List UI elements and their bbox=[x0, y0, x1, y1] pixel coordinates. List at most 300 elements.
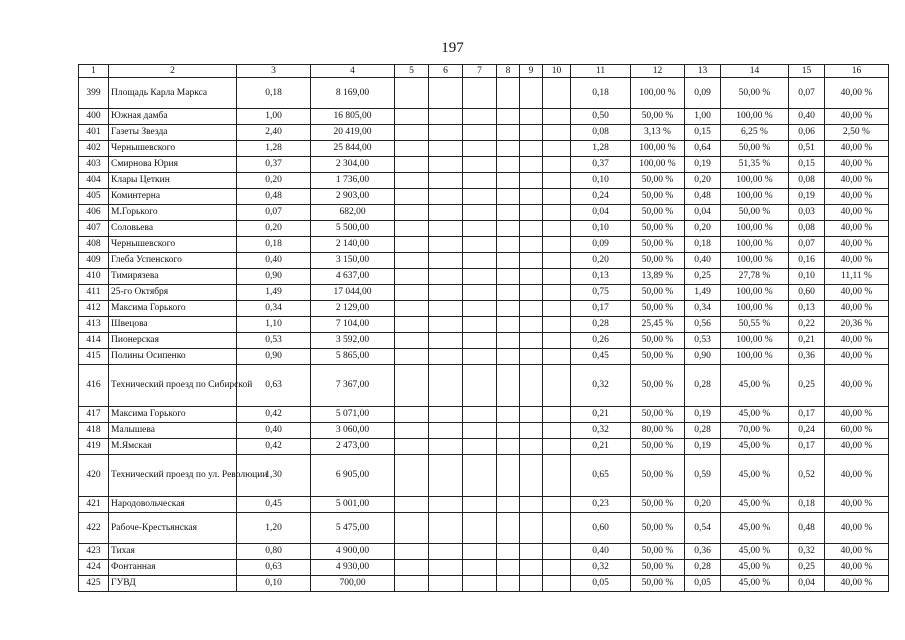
cell-c15: 0,25 bbox=[789, 560, 825, 576]
cell-name: ГУВД bbox=[109, 576, 237, 592]
empty-cell bbox=[395, 78, 429, 109]
cell-n: 419 bbox=[79, 439, 109, 455]
cell-c12: 100,00 % bbox=[631, 141, 685, 157]
cell-c16: 40,00 % bbox=[825, 333, 889, 349]
header-row bbox=[79, 65, 889, 78]
cell-c3: 1,20 bbox=[237, 513, 311, 544]
empty-cell bbox=[497, 221, 520, 237]
table-row bbox=[79, 317, 889, 333]
cell-c4: 5 001,00 bbox=[311, 497, 395, 513]
cell-c4: 17 044,00 bbox=[311, 285, 395, 301]
cell-c4: 3 592,00 bbox=[311, 333, 395, 349]
empty-cell bbox=[463, 455, 497, 497]
cell-c15: 0,48 bbox=[789, 513, 825, 544]
empty-cell bbox=[543, 513, 571, 544]
cell-c16: 40,00 % bbox=[825, 109, 889, 125]
cell-n: 405 bbox=[79, 189, 109, 205]
cell-c16: 40,00 % bbox=[825, 78, 889, 109]
empty-cell bbox=[543, 285, 571, 301]
empty-cell bbox=[395, 349, 429, 365]
cell-c15: 0,19 bbox=[789, 189, 825, 205]
cell-c3: 0,18 bbox=[237, 78, 311, 109]
empty-cell bbox=[497, 301, 520, 317]
cell-c4: 2 473,00 bbox=[311, 439, 395, 455]
cell-n: 410 bbox=[79, 269, 109, 285]
cell-c15: 0,17 bbox=[789, 407, 825, 423]
cell-c13: 1,49 bbox=[685, 285, 721, 301]
data-table bbox=[78, 64, 889, 592]
empty-cell bbox=[497, 269, 520, 285]
cell-c16: 40,00 % bbox=[825, 497, 889, 513]
empty-cell bbox=[497, 423, 520, 439]
cell-name: Тимирязева bbox=[109, 269, 237, 285]
cell-n: 402 bbox=[79, 141, 109, 157]
cell-c12: 50,00 % bbox=[631, 109, 685, 125]
empty-cell bbox=[429, 205, 463, 221]
cell-c14: 45,00 % bbox=[721, 560, 789, 576]
empty-cell bbox=[463, 423, 497, 439]
cell-name: Максима Горького bbox=[109, 407, 237, 423]
empty-cell bbox=[463, 407, 497, 423]
cell-name: Швецова bbox=[109, 317, 237, 333]
column-header: 12 bbox=[631, 65, 685, 78]
empty-cell bbox=[497, 205, 520, 221]
cell-n: 399 bbox=[79, 78, 109, 109]
empty-cell bbox=[497, 189, 520, 205]
cell-c15: 0,06 bbox=[789, 125, 825, 141]
empty-cell bbox=[395, 109, 429, 125]
empty-cell bbox=[395, 544, 429, 560]
empty-cell bbox=[429, 423, 463, 439]
empty-cell bbox=[543, 576, 571, 592]
cell-c15: 0,51 bbox=[789, 141, 825, 157]
empty-cell bbox=[520, 221, 543, 237]
cell-n: 400 bbox=[79, 109, 109, 125]
cell-c16: 40,00 % bbox=[825, 544, 889, 560]
empty-cell bbox=[429, 317, 463, 333]
empty-cell bbox=[429, 125, 463, 141]
cell-c14: 100,00 % bbox=[721, 349, 789, 365]
column-header: 14 bbox=[721, 65, 789, 78]
empty-cell bbox=[520, 333, 543, 349]
cell-c13: 0,28 bbox=[685, 560, 721, 576]
cell-c15: 0,04 bbox=[789, 576, 825, 592]
cell-c13: 0,20 bbox=[685, 221, 721, 237]
empty-cell bbox=[463, 333, 497, 349]
cell-c14: 45,00 % bbox=[721, 497, 789, 513]
cell-c3: 1,10 bbox=[237, 317, 311, 333]
cell-c14: 6,25 % bbox=[721, 125, 789, 141]
empty-cell bbox=[543, 301, 571, 317]
cell-c15: 0,15 bbox=[789, 157, 825, 173]
cell-c16: 2,50 % bbox=[825, 125, 889, 141]
cell-c3: 0,34 bbox=[237, 301, 311, 317]
cell-c16: 40,00 % bbox=[825, 141, 889, 157]
empty-cell bbox=[429, 157, 463, 173]
cell-n: 412 bbox=[79, 301, 109, 317]
cell-name: Южная дамба bbox=[109, 109, 237, 125]
cell-c12: 50,00 % bbox=[631, 407, 685, 423]
empty-cell bbox=[543, 497, 571, 513]
cell-name: Чернышевского bbox=[109, 141, 237, 157]
empty-cell bbox=[543, 237, 571, 253]
column-header: 16 bbox=[825, 65, 889, 78]
empty-cell bbox=[497, 365, 520, 407]
empty-cell bbox=[463, 513, 497, 544]
cell-c13: 0,54 bbox=[685, 513, 721, 544]
cell-c14: 100,00 % bbox=[721, 253, 789, 269]
cell-c11: 0,04 bbox=[571, 205, 631, 221]
cell-c16: 11,11 % bbox=[825, 269, 889, 285]
column-header: 5 bbox=[395, 65, 429, 78]
empty-cell bbox=[520, 237, 543, 253]
table-row bbox=[79, 455, 889, 497]
empty-cell bbox=[429, 513, 463, 544]
cell-c4: 4 637,00 bbox=[311, 269, 395, 285]
cell-n: 404 bbox=[79, 173, 109, 189]
empty-cell bbox=[463, 221, 497, 237]
cell-c4: 3 060,00 bbox=[311, 423, 395, 439]
empty-cell bbox=[520, 439, 543, 455]
cell-c15: 0,07 bbox=[789, 237, 825, 253]
empty-cell bbox=[463, 189, 497, 205]
column-header: 9 bbox=[520, 65, 543, 78]
empty-cell bbox=[463, 78, 497, 109]
empty-cell bbox=[463, 157, 497, 173]
cell-c14: 45,00 % bbox=[721, 439, 789, 455]
empty-cell bbox=[520, 423, 543, 439]
cell-c11: 0,40 bbox=[571, 544, 631, 560]
cell-c14: 100,00 % bbox=[721, 285, 789, 301]
empty-cell bbox=[543, 189, 571, 205]
empty-cell bbox=[520, 407, 543, 423]
cell-c11: 1,28 bbox=[571, 141, 631, 157]
table-row bbox=[79, 285, 889, 301]
cell-c14: 45,00 % bbox=[721, 513, 789, 544]
empty-cell bbox=[543, 423, 571, 439]
table-row bbox=[79, 269, 889, 285]
cell-c15: 0,36 bbox=[789, 349, 825, 365]
empty-cell bbox=[463, 285, 497, 301]
table-row bbox=[79, 221, 889, 237]
cell-c13: 0,20 bbox=[685, 497, 721, 513]
cell-c12: 50,00 % bbox=[631, 285, 685, 301]
empty-cell bbox=[429, 109, 463, 125]
table-row bbox=[79, 407, 889, 423]
cell-c12: 50,00 % bbox=[631, 189, 685, 205]
cell-n: 409 bbox=[79, 253, 109, 269]
cell-c3: 0,40 bbox=[237, 423, 311, 439]
empty-cell bbox=[429, 439, 463, 455]
cell-c13: 0,19 bbox=[685, 407, 721, 423]
cell-name: Чернышевского bbox=[109, 237, 237, 253]
cell-c3: 0,20 bbox=[237, 221, 311, 237]
empty-cell bbox=[543, 407, 571, 423]
empty-cell bbox=[520, 285, 543, 301]
cell-name: Смирнова Юрия bbox=[109, 157, 237, 173]
cell-n: 411 bbox=[79, 285, 109, 301]
cell-c14: 45,00 % bbox=[721, 455, 789, 497]
table-row bbox=[79, 544, 889, 560]
cell-c3: 2,40 bbox=[237, 125, 311, 141]
empty-cell bbox=[520, 269, 543, 285]
column-header: 8 bbox=[497, 65, 520, 78]
empty-cell bbox=[463, 365, 497, 407]
empty-cell bbox=[395, 333, 429, 349]
cell-name: 25-го Октября bbox=[109, 285, 237, 301]
column-header: 6 bbox=[429, 65, 463, 78]
page-number: 197 bbox=[441, 40, 464, 56]
empty-cell bbox=[463, 125, 497, 141]
cell-n: 403 bbox=[79, 157, 109, 173]
cell-c13: 0,28 bbox=[685, 365, 721, 407]
empty-cell bbox=[520, 253, 543, 269]
cell-c3: 1,28 bbox=[237, 141, 311, 157]
empty-cell bbox=[543, 439, 571, 455]
cell-c13: 0,05 bbox=[685, 576, 721, 592]
empty-cell bbox=[395, 439, 429, 455]
cell-n: 417 bbox=[79, 407, 109, 423]
table-row bbox=[79, 253, 889, 269]
cell-c15: 0,03 bbox=[789, 205, 825, 221]
empty-cell bbox=[497, 576, 520, 592]
empty-cell bbox=[520, 109, 543, 125]
table-row bbox=[79, 513, 889, 544]
empty-cell bbox=[497, 407, 520, 423]
cell-name: Тихая bbox=[109, 544, 237, 560]
empty-cell bbox=[395, 285, 429, 301]
cell-c3: 0,20 bbox=[237, 173, 311, 189]
cell-n: 425 bbox=[79, 576, 109, 592]
cell-c4: 7 104,00 bbox=[311, 317, 395, 333]
cell-c12: 50,00 % bbox=[631, 333, 685, 349]
cell-c14: 100,00 % bbox=[721, 301, 789, 317]
cell-c14: 50,55 % bbox=[721, 317, 789, 333]
cell-c15: 0,24 bbox=[789, 423, 825, 439]
cell-c11: 0,10 bbox=[571, 221, 631, 237]
cell-name: Клары Цеткин bbox=[109, 173, 237, 189]
cell-c13: 0,09 bbox=[685, 78, 721, 109]
cell-name: Коминтерна bbox=[109, 189, 237, 205]
cell-c11: 0,26 bbox=[571, 333, 631, 349]
cell-name: Народовольческая bbox=[109, 497, 237, 513]
empty-cell bbox=[395, 423, 429, 439]
table-row bbox=[79, 439, 889, 455]
cell-c15: 0,40 bbox=[789, 109, 825, 125]
cell-c16: 40,00 % bbox=[825, 407, 889, 423]
empty-cell bbox=[395, 407, 429, 423]
cell-c11: 0,21 bbox=[571, 407, 631, 423]
cell-c14: 45,00 % bbox=[721, 544, 789, 560]
cell-c12: 25,45 % bbox=[631, 317, 685, 333]
empty-cell bbox=[520, 205, 543, 221]
empty-cell bbox=[463, 317, 497, 333]
table-row bbox=[79, 423, 889, 439]
cell-c14: 100,00 % bbox=[721, 221, 789, 237]
cell-c12: 50,00 % bbox=[631, 173, 685, 189]
empty-cell bbox=[543, 141, 571, 157]
cell-c15: 0,08 bbox=[789, 221, 825, 237]
table-row bbox=[79, 173, 889, 189]
table-row bbox=[79, 301, 889, 317]
cell-c3: 0,42 bbox=[237, 439, 311, 455]
cell-c11: 0,60 bbox=[571, 513, 631, 544]
cell-c16: 40,00 % bbox=[825, 455, 889, 497]
cell-c13: 0,90 bbox=[685, 349, 721, 365]
column-header: 10 bbox=[543, 65, 571, 78]
empty-cell bbox=[395, 455, 429, 497]
cell-name: Малышева bbox=[109, 423, 237, 439]
empty-cell bbox=[429, 544, 463, 560]
cell-c12: 50,00 % bbox=[631, 221, 685, 237]
empty-cell bbox=[429, 576, 463, 592]
empty-cell bbox=[463, 173, 497, 189]
cell-c13: 1,00 bbox=[685, 109, 721, 125]
empty-cell bbox=[429, 221, 463, 237]
cell-c3: 0,90 bbox=[237, 349, 311, 365]
empty-cell bbox=[497, 253, 520, 269]
cell-n: 408 bbox=[79, 237, 109, 253]
cell-name: Максима Горького bbox=[109, 301, 237, 317]
empty-cell bbox=[497, 560, 520, 576]
cell-c11: 0,28 bbox=[571, 317, 631, 333]
cell-c3: 0,37 bbox=[237, 157, 311, 173]
empty-cell bbox=[543, 221, 571, 237]
empty-cell bbox=[543, 560, 571, 576]
cell-c3: 0,80 bbox=[237, 544, 311, 560]
column-header: 4 bbox=[311, 65, 395, 78]
empty-cell bbox=[429, 189, 463, 205]
empty-cell bbox=[463, 560, 497, 576]
cell-c11: 0,24 bbox=[571, 189, 631, 205]
cell-c11: 0,32 bbox=[571, 365, 631, 407]
empty-cell bbox=[543, 455, 571, 497]
cell-c15: 0,52 bbox=[789, 455, 825, 497]
table-row bbox=[79, 560, 889, 576]
cell-c12: 50,00 % bbox=[631, 237, 685, 253]
cell-name: Пионерская bbox=[109, 333, 237, 349]
empty-cell bbox=[429, 333, 463, 349]
empty-cell bbox=[497, 157, 520, 173]
cell-c16: 40,00 % bbox=[825, 301, 889, 317]
cell-n: 416 bbox=[79, 365, 109, 407]
cell-c14: 50,00 % bbox=[721, 78, 789, 109]
cell-c11: 0,17 bbox=[571, 301, 631, 317]
cell-c4: 682,00 bbox=[311, 205, 395, 221]
empty-cell bbox=[395, 576, 429, 592]
cell-c12: 50,00 % bbox=[631, 205, 685, 221]
empty-cell bbox=[463, 237, 497, 253]
cell-c12: 3,13 % bbox=[631, 125, 685, 141]
table-row bbox=[79, 349, 889, 365]
table-row bbox=[79, 497, 889, 513]
empty-cell bbox=[429, 78, 463, 109]
empty-cell bbox=[429, 253, 463, 269]
cell-c3: 0,07 bbox=[237, 205, 311, 221]
cell-c16: 40,00 % bbox=[825, 560, 889, 576]
cell-c11: 0,65 bbox=[571, 455, 631, 497]
cell-c4: 5 071,00 bbox=[311, 407, 395, 423]
cell-n: 418 bbox=[79, 423, 109, 439]
cell-n: 420 bbox=[79, 455, 109, 497]
empty-cell bbox=[497, 125, 520, 141]
cell-c3: 0,10 bbox=[237, 576, 311, 592]
empty-cell bbox=[463, 349, 497, 365]
cell-c12: 50,00 % bbox=[631, 576, 685, 592]
cell-c13: 0,40 bbox=[685, 253, 721, 269]
empty-cell bbox=[463, 576, 497, 592]
empty-cell bbox=[463, 141, 497, 157]
cell-c16: 20,36 % bbox=[825, 317, 889, 333]
cell-c16: 40,00 % bbox=[825, 253, 889, 269]
empty-cell bbox=[497, 513, 520, 544]
cell-c4: 700,00 bbox=[311, 576, 395, 592]
cell-c12: 50,00 % bbox=[631, 560, 685, 576]
cell-name: Площадь Карла Маркса bbox=[109, 78, 237, 109]
cell-n: 414 bbox=[79, 333, 109, 349]
cell-c16: 40,00 % bbox=[825, 439, 889, 455]
table-row bbox=[79, 365, 889, 407]
empty-cell bbox=[497, 109, 520, 125]
column-header: 3 bbox=[237, 65, 311, 78]
cell-c3: 0,40 bbox=[237, 253, 311, 269]
cell-c4: 2 903,00 bbox=[311, 189, 395, 205]
cell-name: Соловьева bbox=[109, 221, 237, 237]
column-header: 2 bbox=[109, 65, 237, 78]
cell-c15: 0,25 bbox=[789, 365, 825, 407]
cell-c4: 5 865,00 bbox=[311, 349, 395, 365]
cell-c13: 0,64 bbox=[685, 141, 721, 157]
cell-c11: 0,45 bbox=[571, 349, 631, 365]
empty-cell bbox=[395, 189, 429, 205]
cell-c4: 1 736,00 bbox=[311, 173, 395, 189]
empty-cell bbox=[543, 317, 571, 333]
cell-c12: 50,00 % bbox=[631, 497, 685, 513]
cell-c3: 1,49 bbox=[237, 285, 311, 301]
cell-c13: 0,19 bbox=[685, 157, 721, 173]
cell-c4: 8 169,00 bbox=[311, 78, 395, 109]
cell-c14: 50,00 % bbox=[721, 141, 789, 157]
cell-c13: 0,25 bbox=[685, 269, 721, 285]
empty-cell bbox=[520, 157, 543, 173]
cell-c14: 100,00 % bbox=[721, 109, 789, 125]
empty-cell bbox=[543, 544, 571, 560]
empty-cell bbox=[543, 205, 571, 221]
cell-c13: 0,53 bbox=[685, 333, 721, 349]
column-header: 11 bbox=[571, 65, 631, 78]
cell-c3: 0,63 bbox=[237, 560, 311, 576]
empty-cell bbox=[497, 173, 520, 189]
cell-c14: 100,00 % bbox=[721, 189, 789, 205]
cell-c3: 0,42 bbox=[237, 407, 311, 423]
empty-cell bbox=[497, 141, 520, 157]
empty-cell bbox=[429, 141, 463, 157]
cell-c15: 0,22 bbox=[789, 317, 825, 333]
cell-c15: 0,60 bbox=[789, 285, 825, 301]
cell-c11: 0,09 bbox=[571, 237, 631, 253]
empty-cell bbox=[429, 237, 463, 253]
table-body bbox=[79, 78, 889, 592]
empty-cell bbox=[395, 253, 429, 269]
cell-c11: 0,18 bbox=[571, 78, 631, 109]
cell-c16: 40,00 % bbox=[825, 157, 889, 173]
cell-c13: 0,48 bbox=[685, 189, 721, 205]
cell-c11: 0,20 bbox=[571, 253, 631, 269]
cell-c4: 2 304,00 bbox=[311, 157, 395, 173]
empty-cell bbox=[429, 455, 463, 497]
table-row bbox=[79, 109, 889, 125]
table-row bbox=[79, 237, 889, 253]
